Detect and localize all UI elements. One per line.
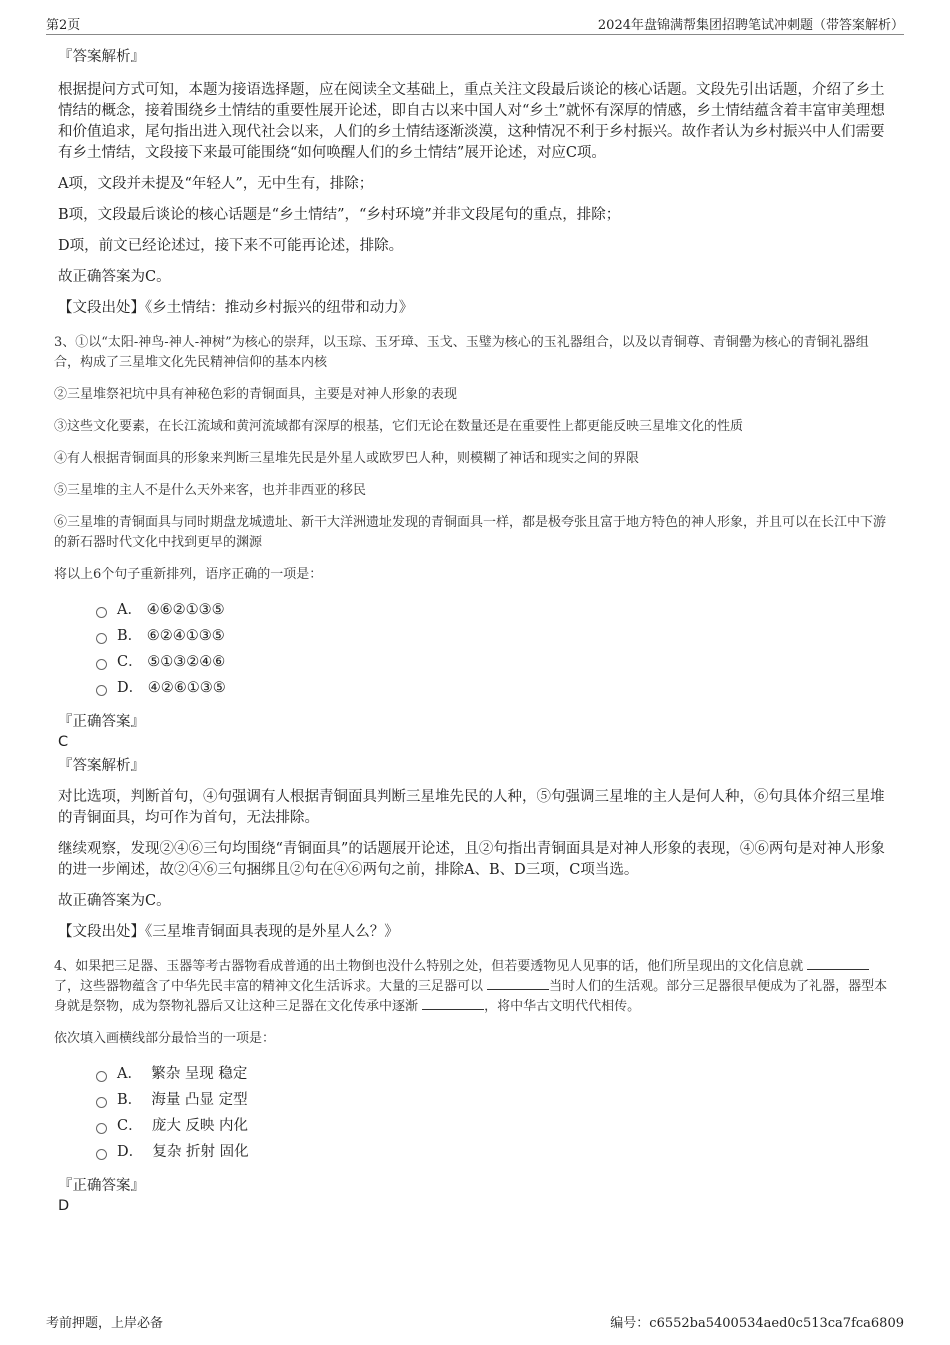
q4-options — [96, 1061, 888, 1165]
option-text: 繁杂 呈现 稳定 — [151, 1066, 248, 1082]
q4-text-4: ，将中华古文明代代相传。 — [484, 999, 641, 1014]
option-letter: B． — [117, 628, 143, 644]
q3-sentence-1: 3、①以“太阳-神鸟-神人-神树”为核心的崇拜，以玉琮、玉牙璋、玉戈、玉璧为核心的玉礼器组合，以及以青铜尊、青铜罍为核心的青铜礼器组合，构成了三星堆文化先民精神信仰的基本内核 — [54, 335, 869, 370]
option-letter: A． — [117, 1066, 142, 1082]
q3-analysis-2: 继续观察，发现②④⑥三句均围绕“青铜面具”的话题展开论述，且②句指出青铜面具是对神人形象的表现，④⑥两句是对神人形象的进一步阐述，故②④⑥三句捆绑且②句在④⑥两句之前，排除A、B、D三项，C项当选。 — [58, 841, 885, 878]
q4-prompt: 依次填入画横线部分最恰当的一项是： — [54, 1031, 276, 1046]
q4-option-d[interactable] — [96, 1139, 888, 1165]
radio-icon[interactable] — [96, 1097, 107, 1108]
page-number: 第2页 — [46, 18, 81, 33]
q3-sentence-6: ⑥三星堆的青铜面具与同时期盘龙城遗址、新干大洋洲遗址发现的青铜面具一样，都是极夸张且富于地方特色的神人形象，并且可以在长江中下游的新石器时代文化中找到更早的渊源 — [54, 515, 887, 550]
q3-option-b[interactable] — [96, 623, 888, 649]
footer-slogan: 考前押题，上岸必备 — [46, 1316, 164, 1331]
q4-option-b[interactable] — [96, 1087, 888, 1113]
q3-answer-label: 『正确答案』 — [58, 714, 145, 730]
q2-analysis-p3: B项，文段最后谈论的核心话题是“乡土情结”，“乡村环境”并非文段尾句的重点，排除； — [58, 207, 621, 223]
q3-option-d[interactable] — [96, 675, 888, 701]
q3-options — [96, 597, 888, 701]
option-text: 庞大 反映 内化 — [151, 1118, 249, 1134]
document-title: 2024年盘锦满帮集团招聘笔试冲刺题（带答案解析） — [597, 18, 904, 33]
option-text: ④②⑥①③⑤ — [147, 680, 226, 696]
page-content — [54, 44, 888, 1215]
q4-text-2: 了，这些器物蕴含了中华先民丰富的精神文化生活诉求。大量的三足器可以 — [54, 979, 484, 994]
radio-icon[interactable] — [96, 685, 107, 696]
footer-id: 编号：c6552ba5400534aed0c513ca7fca6809 — [610, 1316, 904, 1331]
q2-source: 【文段出处】《乡土情结：推动乡村振兴的纽带和动力》 — [58, 300, 414, 316]
option-letter: B． — [117, 1092, 143, 1108]
q4-option-c[interactable] — [96, 1113, 888, 1139]
option-text: ⑥②④①③⑤ — [146, 628, 225, 644]
option-letter: D． — [117, 680, 144, 696]
q4-option-a[interactable] — [96, 1061, 888, 1087]
radio-icon[interactable] — [96, 1149, 107, 1160]
option-letter: C． — [117, 654, 143, 670]
radio-icon[interactable] — [96, 1071, 107, 1082]
radio-icon[interactable] — [96, 607, 107, 618]
option-text: 复杂 折射 固化 — [152, 1144, 249, 1160]
q3-analysis-label: 『答案解析』 — [58, 758, 145, 774]
q3-sentence-5: ⑤三星堆的主人不是什么天外来客，也并非西亚的移民 — [54, 483, 367, 498]
blank-1 — [807, 957, 869, 970]
blank-3 — [422, 997, 484, 1010]
q2-analysis-p2: A项，文段并未提及“年轻人”，无中生有，排除； — [58, 176, 374, 192]
q3-option-a[interactable] — [96, 597, 888, 623]
option-letter: D． — [117, 1144, 144, 1160]
q3-sentence-3: ③这些文化要素，在长江流域和黄河流域都有深厚的根基，它们无论在数量还是在重要性上都更能反映三星堆文化的性质 — [54, 419, 744, 434]
radio-icon[interactable] — [96, 659, 107, 670]
q3-sentence-4: ④有人根据青铜面具的形象来判断三星堆先民是外星人或欧罗巴人种，则模糊了神话和现实之间的界限 — [54, 451, 640, 466]
q4-answer-label: 『正确答案』 — [58, 1178, 145, 1194]
q2-analysis-p4: D项，前文已经论述过，接下来不可能再论述，排除。 — [58, 238, 404, 254]
q2-analysis-p1: 根据提问方式可知，本题为接语选择题，应在阅读全文基础上，重点关注文段最后谈论的核心话题。文段先引出话题，介绍了乡土情结的概念，接着围绕乡土情结的重要性展开论述，即自古以来中国人对“乡土”就怀有深厚的情感，乡土情结蕴含着丰富审美理想和价值追求，尾句指出进入现代社会以来，人们的乡土情结逐渐淡漠，这种情况不利于乡村振兴。故作者认为乡村振兴中人们需要有乡土情结，文段接下来最可能围绕“如何唤醒人们的乡土情结”展开论述，对应C项。 — [58, 82, 885, 161]
option-letter: C． — [117, 1118, 143, 1134]
q4-text-3: 当时人们的生活观。部分三足器很早便成为了礼器，器型本身就是祭物，成为祭物礼器后又让这种三足器在文化传承中逐渐 — [54, 979, 888, 1014]
q3-sentence-2: ②三星堆祭祀坑中具有神秘色彩的青铜面具，主要是对神人形象的表现 — [54, 387, 458, 402]
q3-prompt: 将以上6个句子重新排列，语序正确的一项是： — [54, 567, 323, 582]
q4-passage — [54, 957, 888, 1017]
q2-analysis-label: 『答案解析』 — [58, 49, 145, 65]
radio-icon[interactable] — [96, 1123, 107, 1134]
q3-analysis-1: 对比选项，判断首句，④句强调有人根据青铜面具判断三星堆先民的人种，⑤句强调三星堆的主人是何人种，⑥句具体介绍三星堆的青铜面具，均可作为首句，无法排除。 — [58, 789, 885, 826]
blank-2 — [487, 977, 549, 990]
radio-icon[interactable] — [96, 633, 107, 644]
q3-analysis-3: 故正确答案为C。 — [58, 893, 171, 909]
option-text: 海量 凸显 定型 — [151, 1092, 248, 1108]
option-letter: A． — [117, 602, 142, 618]
option-text: ④⑥②①③⑤ — [146, 602, 225, 618]
q3-answer: C — [58, 734, 69, 750]
q4-answer: D — [58, 1198, 70, 1214]
q3-source: 【文段出处】《三星堆青铜面具表现的是外星人么？》 — [58, 924, 399, 940]
q3-option-c[interactable] — [96, 649, 888, 675]
page-header — [46, 10, 904, 35]
q2-analysis-p5: 故正确答案为C。 — [58, 269, 171, 285]
option-text: ⑤①③②④⑥ — [147, 654, 226, 670]
q4-text-1: 4、如果把三足器、玉器等考古器物看成普通的出土物倒也没什么特别之处，但若要透物见人见事的话，他们所呈现出的文化信息就 — [54, 959, 804, 974]
